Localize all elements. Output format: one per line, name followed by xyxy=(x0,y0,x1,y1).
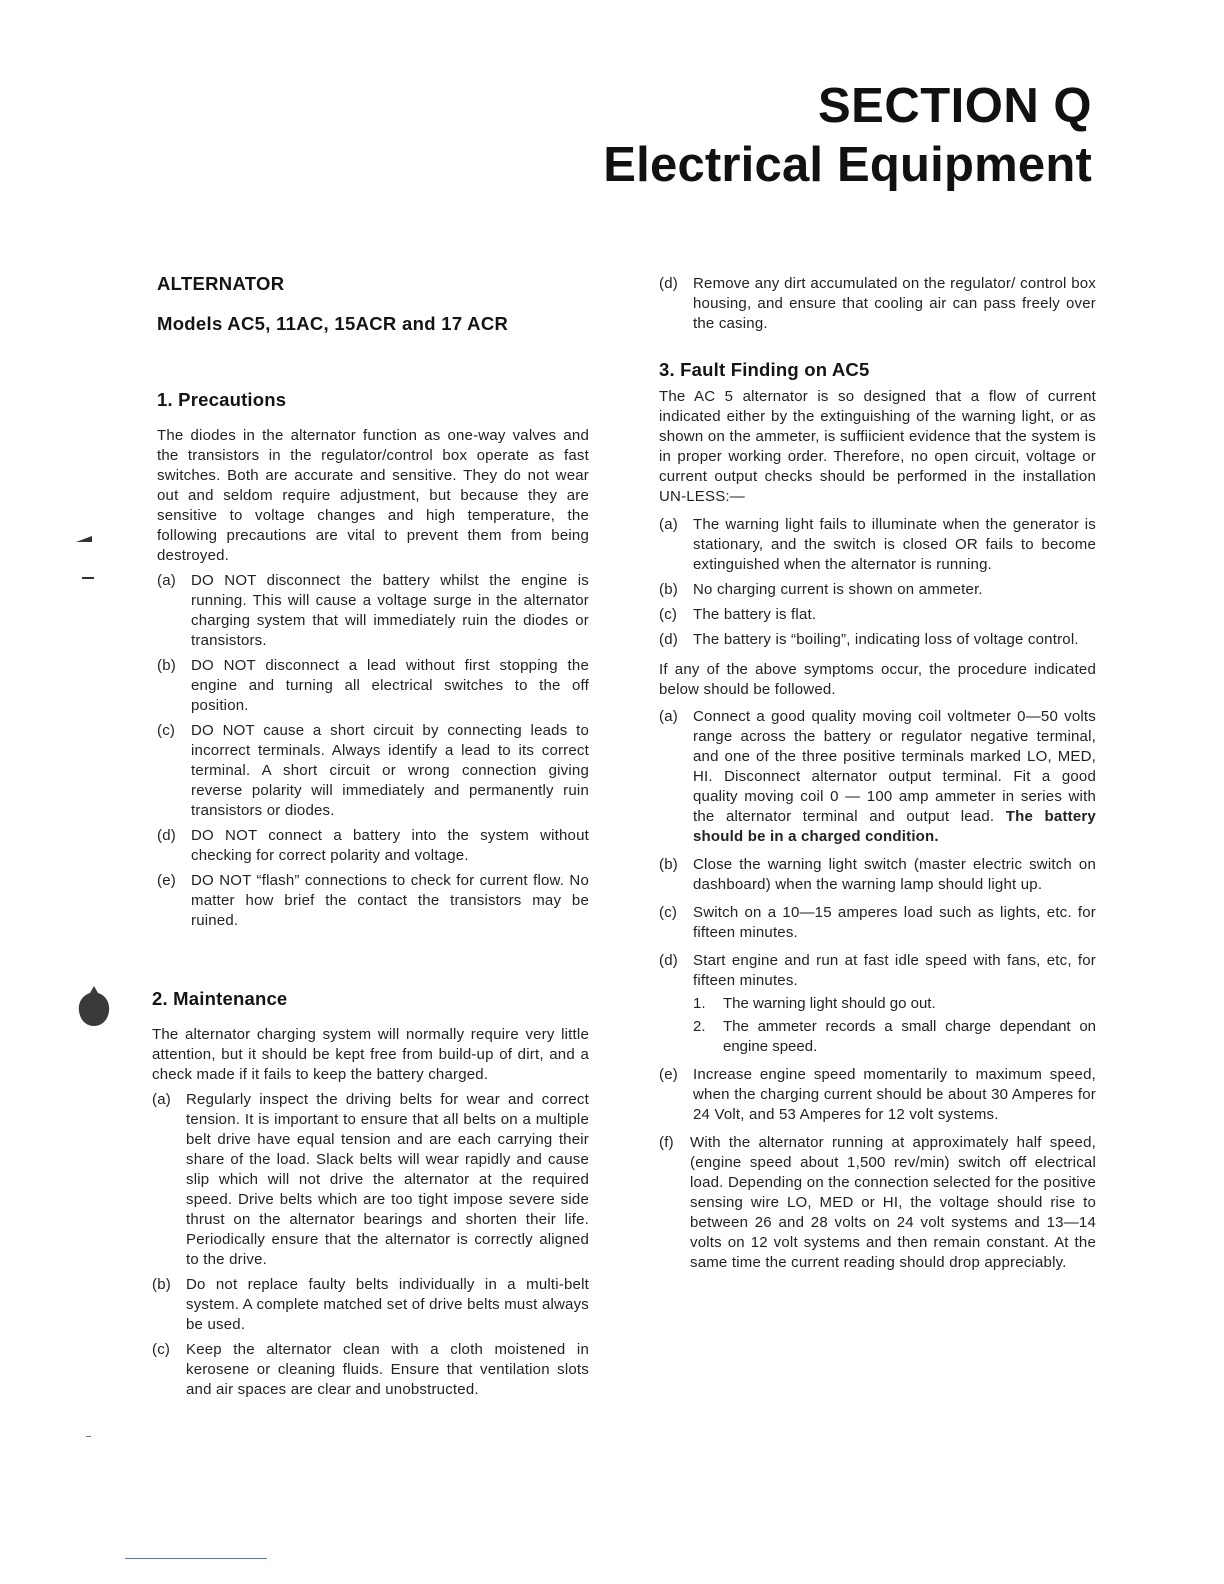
item-text: Do not replace faulty belts individually in a multi-belt system. A complete matched set of drive belts must always be used. xyxy=(186,1276,589,1333)
item-marker: (b) xyxy=(659,856,678,873)
list-item xyxy=(152,1275,589,1335)
list-item xyxy=(659,1133,1096,1273)
models-heading: Models AC5, 11AC, 15ACR and 17 ACR xyxy=(157,313,509,334)
precautions-list xyxy=(157,571,589,931)
item-text: Switch on a 10—15 amperes load such as lights, etc. for fifteen minutes. xyxy=(693,904,1096,941)
sub-item-marker: 2. xyxy=(693,1018,706,1035)
step-a-text: Connect a good quality moving coil voltmeter 0—50 volts range across the battery or regulator negative terminal, and one of the three positive terminals marked LO, MED, HI. Disconnect alternator output terminal. Fit a good quality moving coil 0 — 100 amp ammeter in series with the alternator terminal and output lead. xyxy=(693,708,1096,825)
fault-finding-intro: The AC 5 alternator is so designed that a flow of current indicated either by the extinguishing of the warning light, or as shown on the ammeter, is suffiicient evidence that the system is in proper working order. Therefore, no open circuit, voltage or current output checks should be performed in the installation UN-LESS:— xyxy=(659,388,1096,505)
right-column xyxy=(659,274,1096,1278)
footer-rule xyxy=(125,1558,267,1559)
list-item xyxy=(659,903,1096,943)
item-marker: (d) xyxy=(659,275,678,292)
list-item xyxy=(157,871,589,931)
list-item xyxy=(157,656,589,716)
item-text: The battery is “boiling”, indicating loss of voltage control. xyxy=(693,631,1079,648)
item-text: The battery is flat. xyxy=(693,606,817,623)
step-a-bold-note: The battery should be in a charged condition. xyxy=(693,808,1096,845)
list-item xyxy=(157,721,589,821)
item-marker: (f) xyxy=(659,1134,674,1151)
maintenance-item-d xyxy=(659,274,1096,334)
list-item xyxy=(152,1340,589,1400)
item-marker: (b) xyxy=(659,581,678,598)
item-marker: (b) xyxy=(157,657,176,674)
page-header xyxy=(603,78,1092,196)
item-text: The warning light fails to illuminate when the generator is stationary, and the switch is closed OR fails to become extinguished when the alternator is running. xyxy=(693,516,1096,573)
list-item xyxy=(659,855,1096,895)
item-marker: (c) xyxy=(157,722,176,739)
item-text: Keep the alternator clean with a cloth moistened in kerosene or cleaning fluids. Ensure that ventilation slots and air spaces are clear and unobstructed. xyxy=(186,1341,589,1398)
item-marker: (b) xyxy=(152,1276,171,1293)
precautions-intro: The diodes in the alternator function as one-way valves and the transistors in the regulator/control box operate as fast switches. Both are accurate and sensitive. They do not wear out and seldom require adjustment, but because they are sensitive to voltage changes and high temperature, the following precautions are vital to prevent them from being destroyed. xyxy=(157,427,589,564)
sub-list-item xyxy=(659,994,1096,1014)
sub-item-text: The warning light should go out. xyxy=(723,995,936,1012)
item-marker: (c) xyxy=(152,1341,171,1358)
procedure-list xyxy=(659,707,1096,1273)
list-item xyxy=(659,580,1096,600)
sub-list-item xyxy=(659,1017,1096,1057)
item-marker: (d) xyxy=(659,952,678,969)
sub-item-text: The ammeter records a small charge dependant on engine speed. xyxy=(723,1018,1096,1055)
item-text: Regularly inspect the driving belts for wear and correct tension. It is important to ensure that all belts on a multiple belt drive have equal tension and are each carrying their share of the load. Slack belts will wear rapidly and cause slip which will not drive the alternator at the required speed. Drive belts which are too tight impose severe side thrust on the alternator bearings and shorten their life. Periodically ensure that the alternator is correctly aligned to the drive. xyxy=(186,1091,589,1268)
item-text: DO NOT disconnect a lead without first stopping the engine and turning all electrical switches to the off position. xyxy=(191,657,589,714)
list-item xyxy=(157,826,589,866)
fault-finding-heading: 3. Fault Finding on AC5 xyxy=(659,359,870,380)
page-title: Electrical Equipment xyxy=(603,138,1092,192)
item-marker: (a) xyxy=(659,516,678,533)
maintenance-heading: 2. Maintenance xyxy=(152,988,288,1009)
item-text: DO NOT connect a battery into the system without checking for correct polarity and voltage. xyxy=(191,827,589,864)
list-item xyxy=(152,1090,589,1270)
item-marker: (c) xyxy=(659,606,678,623)
list-item xyxy=(659,605,1096,625)
item-marker: (d) xyxy=(157,827,176,844)
item-text: DO NOT “flash” connections to check for current flow. No matter how brief the contact the transistors may be ruined. xyxy=(191,872,589,929)
item-text: DO NOT cause a short circuit by connecting leads to incorrect terminals. Always identify a lead to its correct terminal. A short circuit or wrong connection giving reverse polarity will immediately and permanently ruin transistors or diodes. xyxy=(191,722,589,819)
maintenance-list xyxy=(152,1090,589,1400)
item-marker: (a) xyxy=(152,1091,171,1108)
alternator-heading: ALTERNATOR xyxy=(157,273,285,294)
margin-dash-mark xyxy=(82,577,94,579)
list-item xyxy=(659,707,1096,847)
item-marker: (d) xyxy=(659,631,678,648)
list-item xyxy=(659,630,1096,650)
sub-item-marker: 1. xyxy=(693,995,706,1012)
precautions-heading: 1. Precautions xyxy=(157,389,287,410)
margin-tick-mark xyxy=(86,1436,91,1437)
item-text xyxy=(693,707,1096,847)
list-item xyxy=(659,515,1096,575)
item-text: Increase engine speed momentarily to maximum speed, when the charging current should be about 30 Amperes for 24 Volt, and 53 Amperes for 12 volt systems. xyxy=(693,1066,1096,1123)
procedure-intro: If any of the above symptoms occur, the procedure indicated below should be followed. xyxy=(659,661,1096,698)
item-text: Remove any dirt accumulated on the regulator/ control box housing, and ensure that cooling air can pass freely over the casing. xyxy=(693,275,1096,332)
symptoms-list xyxy=(659,515,1096,650)
margin-arrow-mark xyxy=(76,536,92,542)
section-label: SECTION Q xyxy=(817,79,1092,133)
maintenance-block xyxy=(152,1025,589,1400)
item-marker: (e) xyxy=(659,1066,678,1083)
item-text: DO NOT disconnect the battery whilst the engine is running. This will cause a voltage surge in the alternator charging system that will immediately ruin the diodes or transistors. xyxy=(191,572,589,649)
item-marker: (e) xyxy=(157,872,176,889)
item-marker: (a) xyxy=(659,708,678,725)
item-marker: (c) xyxy=(659,904,678,921)
list-item xyxy=(157,571,589,651)
item-text: No charging current is shown on ammeter. xyxy=(693,581,983,598)
list-item xyxy=(659,1065,1096,1125)
maintenance-intro: The alternator charging system will normally require very little attention, but it should be kept free from build-up of dirt, and a check made if it fails to keep the battery charged. xyxy=(152,1026,589,1083)
left-column xyxy=(152,272,589,1405)
item-text: With the alternator running at approximately half speed, (engine speed about 1,500 rev/min) switch off electrical load. Depending on the connection selected for the positive sensing wire LO, MED or HI, the voltage should rise to between 26 and 28 volts on 24 volt systems and 13—14 volts on 12 volt systems and then remain constant. At the same time the current reading should drop appreciably. xyxy=(690,1134,1096,1271)
list-item xyxy=(659,951,1096,991)
item-text: Start engine and run at fast idle speed with fans, etc, for fifteen minutes. xyxy=(693,952,1096,989)
item-text: Close the warning light switch (master electric switch on dashboard) when the warning lamp should light up. xyxy=(693,856,1096,893)
item-marker: (a) xyxy=(157,572,176,589)
